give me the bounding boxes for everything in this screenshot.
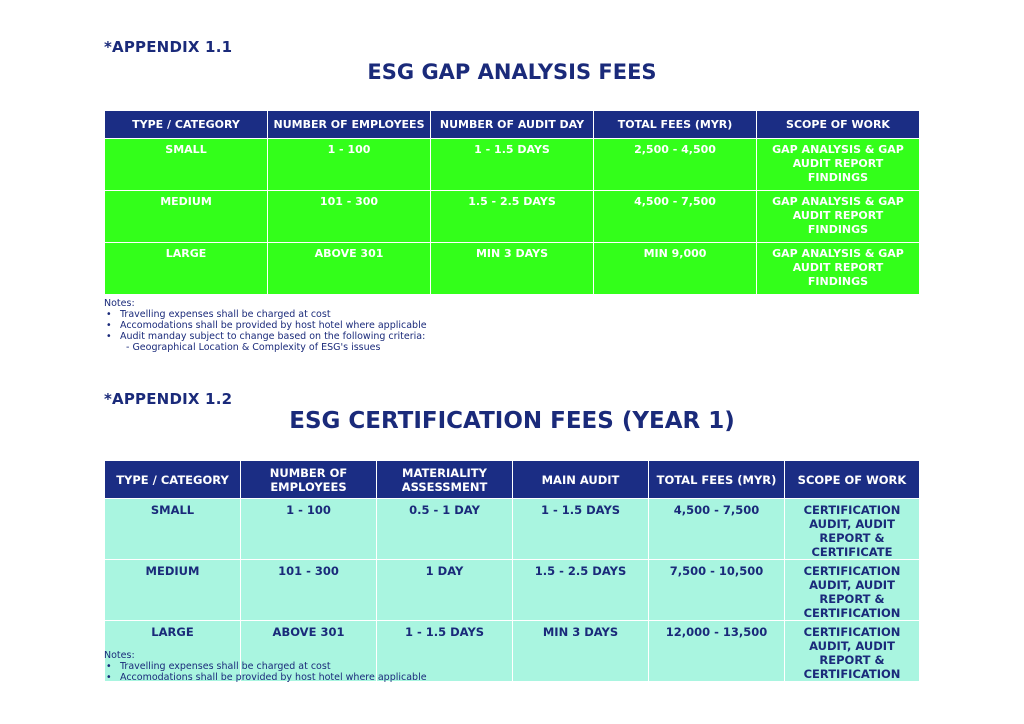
cell-total-fees: 4,500 - 7,500: [649, 499, 785, 560]
table-row: [105, 139, 920, 191]
header-main-audit: MAIN AUDIT: [513, 461, 649, 499]
cell-employees: 1 - 100: [268, 139, 431, 191]
table-header-row: [105, 111, 920, 139]
cell-employees: ABOVE 301: [241, 621, 377, 682]
header-number-of-employees: NUMBER OF EMPLOYEES: [268, 111, 431, 139]
cell-audit-days: 1 - 1.5 DAYS: [431, 139, 594, 191]
note-sub-item: - Geographical Location & Complexity of ESG's issues: [126, 342, 381, 353]
cell-materiality: 0.5 - 1 DAY: [377, 499, 513, 560]
cell-category: MEDIUM: [105, 191, 268, 243]
table-row: [105, 243, 920, 295]
certification-fees-table: [104, 460, 920, 682]
cell-materiality: 1 DAY: [377, 560, 513, 621]
cell-main-audit: MIN 3 DAYS: [513, 621, 649, 682]
note-item: • Travelling expenses shall be charged at cost: [104, 661, 427, 672]
cell-category: SMALL: [105, 139, 268, 191]
header-type-category: TYPE / CATEGORY: [105, 461, 241, 499]
cell-audit-days: 1.5 - 2.5 DAYS: [431, 191, 594, 243]
gap-analysis-fees-table: [104, 110, 920, 295]
cell-employees: 101 - 300: [241, 560, 377, 621]
cell-main-audit: 1.5 - 2.5 DAYS: [513, 560, 649, 621]
cell-total-fees: 4,500 - 7,500: [594, 191, 757, 243]
table-header-row: [105, 461, 920, 499]
cell-employees: 1 - 100: [241, 499, 377, 560]
header-scope-of-work: SCOPE OF WORK: [785, 461, 920, 499]
cell-total-fees: 12,000 - 13,500: [649, 621, 785, 682]
cell-category: SMALL: [105, 499, 241, 560]
cell-category: LARGE: [105, 243, 268, 295]
header-total-fees: TOTAL FEES (MYR): [649, 461, 785, 499]
note-item: • Accomodations shall be provided by host hotel where applicable: [104, 672, 427, 683]
cell-employees: 101 - 300: [268, 191, 431, 243]
notes-label: Notes:: [104, 298, 135, 309]
cell-total-fees: 7,500 - 10,500: [649, 560, 785, 621]
header-number-of-audit-day: NUMBER OF AUDIT DAY: [431, 111, 594, 139]
gap-analysis-notes: [104, 298, 427, 353]
cell-employees: ABOVE 301: [268, 243, 431, 295]
note-item: • Accomodations shall be provided by host hotel where applicable: [104, 320, 427, 331]
note-item: • Audit manday subject to change based on the following criteria:: [104, 331, 427, 342]
cell-total-fees: MIN 9,000: [594, 243, 757, 295]
appendix-1-2-label: *APPENDIX 1.2: [104, 390, 233, 408]
header-type-category: TYPE / CATEGORY: [105, 111, 268, 139]
cell-scope: CERTIFICATION AUDIT, AUDIT REPORT & CERTIFICATION: [785, 621, 920, 682]
cell-main-audit: 1 - 1.5 DAYS: [513, 499, 649, 560]
note-item: • Travelling expenses shall be charged at cost: [104, 309, 427, 320]
cell-materiality: 1 - 1.5 DAYS: [377, 621, 513, 682]
certification-fees-title: ESG CERTIFICATION FEES (YEAR 1): [289, 408, 735, 434]
appendix-1-1-label: *APPENDIX 1.1: [104, 38, 233, 56]
cell-audit-days: MIN 3 DAYS: [431, 243, 594, 295]
cell-scope: CERTIFICATION AUDIT, AUDIT REPORT & CERTIFICATE: [785, 499, 920, 560]
header-number-of-employees: NUMBER OF EMPLOYEES: [241, 461, 377, 499]
gap-analysis-title: ESG GAP ANALYSIS FEES: [367, 60, 657, 84]
certification-notes: [104, 650, 427, 683]
cell-category: MEDIUM: [105, 560, 241, 621]
table-row: [105, 560, 920, 621]
header-scope-of-work: SCOPE OF WORK: [757, 111, 920, 139]
cell-scope: CERTIFICATION AUDIT, AUDIT REPORT & CERTIFICATION: [785, 560, 920, 621]
table-row: [105, 191, 920, 243]
cell-scope: GAP ANALYSIS & GAP AUDIT REPORT FINDINGS: [757, 243, 920, 295]
table-row: [105, 499, 920, 560]
cell-total-fees: 2,500 - 4,500: [594, 139, 757, 191]
cell-category: LARGE: [105, 621, 241, 682]
cell-scope: GAP ANALYSIS & GAP AUDIT REPORT FINDINGS: [757, 191, 920, 243]
header-materiality-assessment: MATERIALITY ASSESSMENT: [377, 461, 513, 499]
header-total-fees: TOTAL FEES (MYR): [594, 111, 757, 139]
notes-label: Notes:: [104, 650, 135, 661]
cell-scope: GAP ANALYSIS & GAP AUDIT REPORT FINDINGS: [757, 139, 920, 191]
